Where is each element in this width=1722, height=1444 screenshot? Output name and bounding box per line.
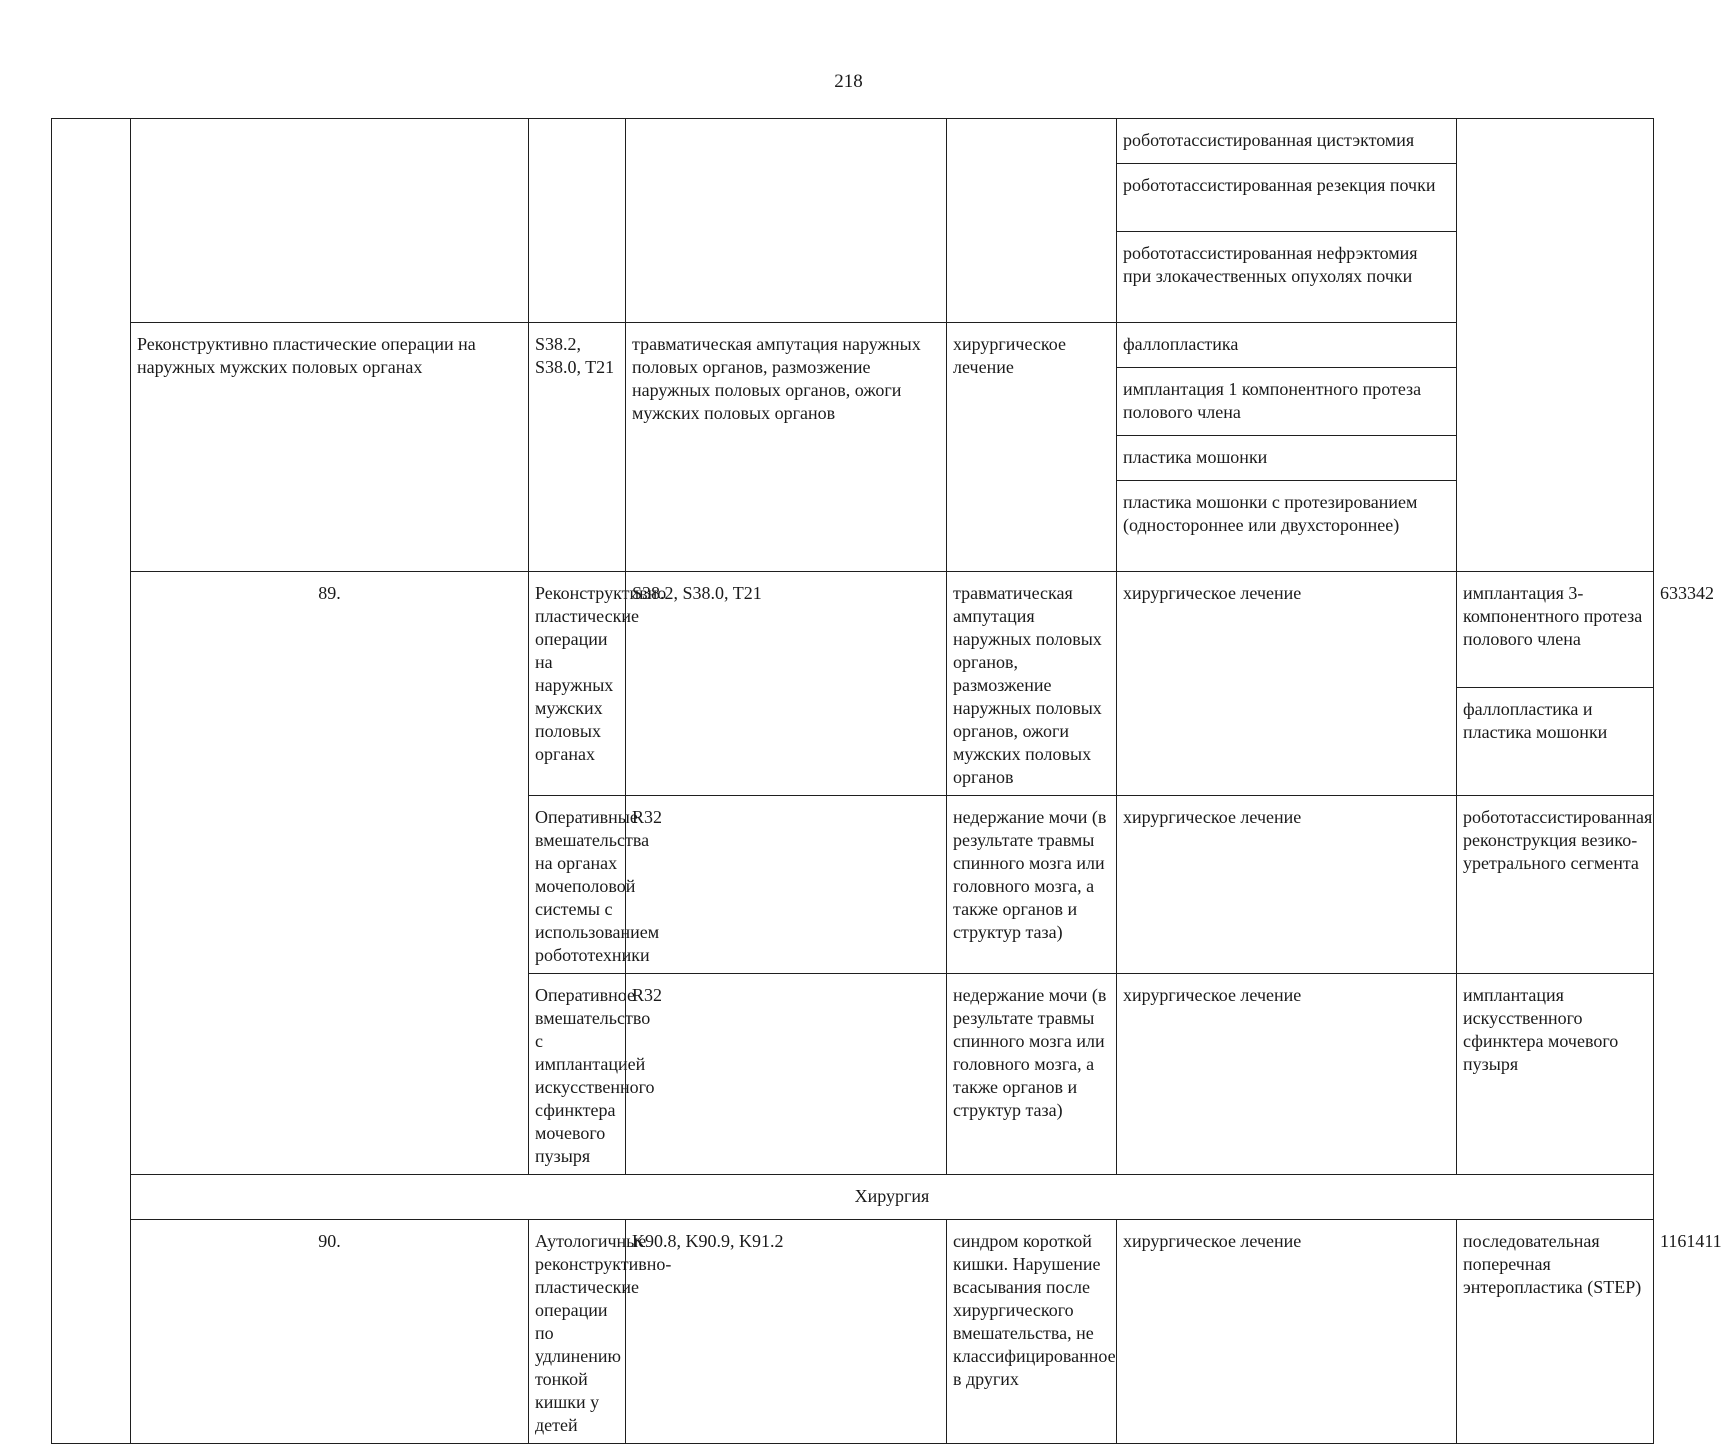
cell-num: 90. [131,1220,529,1444]
cell-codes: K90.8, K90.9, K91.2 [626,1220,947,1444]
cell-method: фаллопластика [1117,323,1457,368]
cell-method: фаллопластика и пластика мошонки [1457,688,1654,796]
cell-method: пластика мошонки [1117,436,1457,481]
cell-name: Оперативные вмешательства на органах мочеполовой системы с использованием робототехники [529,796,626,974]
cell-codes: S38.2, S38.0, T21 [626,572,947,796]
cell-treatment: хирургическое лечение [1117,1220,1457,1444]
cell-method: робототассистированная резекция почки [1117,164,1457,232]
cell-codes: S38.2, S38.0, T21 [529,323,626,572]
cell-method: последовательная поперечная энтеропластика (STEP) [1457,1220,1654,1444]
cell-method: пластика мошонки с протезированием (одностороннее или двухстороннее) [1117,481,1457,572]
cell-method: робототассистированная реконструкция везико-уретрального сегмента [1457,796,1654,974]
cell-treatment: хирургическое лечение [947,323,1117,572]
section-row [52,1175,1654,1220]
cell-codes: R32 [626,974,947,1175]
cell-treatment: хирургическое лечение [1117,974,1457,1175]
cell-codes: R32 [626,796,947,974]
table-row: 89. Реконструктивно пластические операции на наружных мужских половых органах S38.2, S38.0, T21 травматическая ампутация наружных половых органов, размозжение наружных половых органов, ожоги мужских половых органов хирургическое лечение имплантация 3-компонентного протеза полового члена 633342 [52,572,1654,688]
cell-diagnosis: недержание мочи (в результате травмы спинного мозга или головного мозга, а также органов и структур таза) [947,796,1117,974]
cell-method: имплантация 3-компонентного протеза полового члена [1457,572,1654,688]
cell-num: 89. [131,572,529,1175]
cell-diagnosis: травматическая ампутация наружных половых органов, размозжение наружных половых органов, ожоги мужских половых органов [626,323,947,572]
cell-diagnosis: травматическая ампутация наружных половых органов, размозжение наружных половых органов, ожоги мужских половых органов [947,572,1117,796]
cell-diagnosis: синдром короткой кишки. Нарушение всасывания после хирургического вмешательства, не классифицированное в других [947,1220,1117,1444]
cell-treatment [947,119,1117,323]
cell-num-continuation [52,119,131,1444]
cell-name: Реконструктивно пластические операции на наружных мужских половых органах [131,323,529,572]
section-heading: Хирургия [131,1175,1654,1220]
cell-name: Оперативное вмешательство с имплантацией искусственного сфинктера мочевого пузыря [529,974,626,1175]
cell-name: Аутологичные реконструктивно-пластические операции по удлинению тонкой кишки у детей [529,1220,626,1444]
cell-method: имплантация искусственного сфинктера мочевого пузыря [1457,974,1654,1175]
page-number: 218 [834,71,863,92]
table-row [52,323,1654,368]
services-table [51,118,1722,1444]
table-row [52,119,1654,164]
table-row: 90. Аутологичные реконструктивно-пластические операции по удлинению тонкой кишки у детей K90.8, K90.9, K91.2 синдром короткой кишки. Нарушение всасывания после хирургического вмешательства, не классифицированное в других хирургическое лечение последовательная поперечная энтеропластика (STEP) 1161411 [52,1220,1654,1444]
cell-name: Реконструктивно пластические операции на наружных мужских половых органах [529,572,626,796]
cell-method: робототассистированная нефрэктомия при злокачественных опухолях почки [1117,232,1457,323]
cell-treatment: хирургическое лечение [1117,796,1457,974]
cell-name [131,119,529,323]
cell-diagnosis [626,119,947,323]
cell-treatment: хирургическое лечение [1117,572,1457,796]
cell-norm-continuation [1457,119,1654,572]
cell-codes [529,119,626,323]
cell-method: робототассистированная цистэктомия [1117,119,1457,164]
cell-diagnosis: недержание мочи (в результате травмы спинного мозга или головного мозга, а также органов и структур таза) [947,974,1117,1175]
cell-method: имплантация 1 компонентного протеза полового члена [1117,368,1457,436]
